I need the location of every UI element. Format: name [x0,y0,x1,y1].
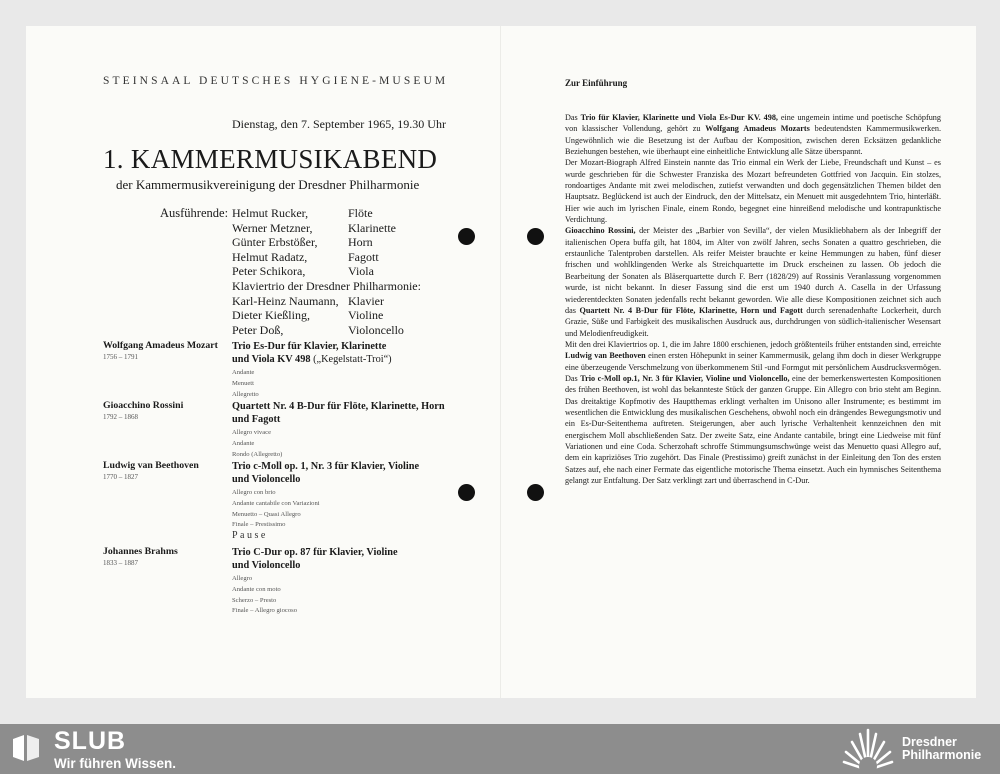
movement: Andante [232,369,255,376]
composer-years: 1792 – 1868 [103,413,138,421]
intro-paragraph-rossini: Gioacchino Rossini, der Meister des „Barbier von Sevilla“, der vielen Musikliebhabern als der Inbegriff der italienischen Opera buffa gilt, hat 1804, im Alter von zwölf Jahren, sechs Sonaten a quattro geschrieben, die erstaunliche Talentproben darstellen. Als reifer Meister brauchte er keine Hemmungen zu haben, fünf dieser frischen und wohlklingenden Werke als Streichquartette im Druck erscheinen zu lassen. Ob jedoch die Bearbeitung der Sonaten als Bläserquartette durch F. Berr (1828/29) auf Rossinis Veranlassung vorgenommen wurde, ist nicht bekannt. In dieser Fassung sind die erst um 1940 durch A. Casella in der Urfassung wiederentdeckten Sonaten jedenfalls recht bekannt geworden. Wie alle diese Kompositionen zeichnet sich auch das Quartett Nr. 4 B-Dur für Flöte, Klarinette, Horn und Fagott durch serenadenhafte Lockerheit, durch Grazie, Süße und Farbigkeit des musikalischen Ausdruck aus, durchdrungen von südlich-italienischer Wesensart und Melodienfreudigkeit. [565,226,941,338]
punch-hole [527,228,544,245]
performer-row [232,264,374,279]
concert-subtitle: der Kammermusikvereinigung der Dresdner Philharmonie [116,177,420,192]
movement: Andante [232,439,255,447]
movement: Allegro [232,575,253,582]
work-title-line1: Trio c-Moll op. 1, Nr. 3 für Klavier, Violine [232,461,420,472]
intro-paragraph-einstein: Der Mozart-Biograph Alfred Einstein nannte das Trio einmal ein Werk der Liebe, Freundschaft und Kunst – es wurde geschrieben für die Schwester Franziska des Mozart befreundeten Gottfried von Jacquin. Ein stolzes, rondoartiges Andante mit zwei melodischen, zutiefst verwandten und doch gegensätzlichen Themen bildet den Hauptsatz. Beglückend ist auch der Eindruck, den der Mittelsatz, ein Menuett mit ausgedehntem Trio, hinterläßt. Hier wie auch im lyrischen Finale, einem Rondo, begegnet eine hinreißend melodische und kontrapunktische Verdichtung. [565,158,941,225]
venue-line: STEINSAAL DEUTSCHES HYGIENE-MUSEUM [103,75,449,87]
emphasized-title: Gioacchino Rossini, [565,226,636,236]
intro-paragraph-mozart: Das Trio für Klavier, Klarinette und Viola Es-Dur KV. 498, eine ungemein intime und poetische Schöpfung von klassischer Vollendung, gehört zu Wolfgang Amadeus Mozarts bedeutendsten Kammermusikwerken. Ungewöhnlich wie die Besetzung ist der Aufbau der Komposition, zwischen deren Ecksätzen gedankliche Beziehungen bestehen, wie überhaupt eine einheitliche Entwicklung alle Sätze überspannt. [565,113,942,157]
composer-name: Johannes Brahms [103,546,178,557]
performer-row [232,322,404,338]
performer-instrument: Violoncello [348,322,404,337]
work-title [232,340,462,366]
philharmonie-name[interactable] [902,736,981,762]
performer-row [232,235,373,250]
performer-row [232,220,396,236]
performer-instrument: Klarinette [348,220,396,235]
philharmonie-name-line2: Philharmonie [902,748,982,762]
movement: Finale – Allegro giocoso [232,607,298,615]
movement: Allegro con brio [232,489,276,496]
page-fold [500,26,501,698]
performer-instrument: Flöte [348,206,373,220]
performer-row [232,249,379,265]
performer-name: Günter Erbstößer, [232,235,318,250]
performer-instrument: Viola [348,264,374,279]
emphasized-title: Wolfgang Amadeus Mozarts [705,124,810,134]
movement: Allegretto [232,390,259,398]
movement-list [232,574,297,617]
footer-bar [0,724,1000,774]
work-title-line2: und Fagott [232,414,281,425]
movement-list [232,488,320,531]
emphasized-title: Ludwig van Beethoven [565,351,646,361]
concert-date: Dienstag, den 7. September 1965, 19.30 Uhr [232,117,446,131]
philharmonie-name-line1: Dresdner [902,735,957,749]
emphasized-title: Trio c-Moll op.1, Nr. 3 für Klavier, Violine und Violoncello, [580,373,790,383]
performer-name: Helmut Radatz, [232,249,308,264]
composer-years: 1833 – 1887 [103,559,138,567]
work-title [232,460,462,486]
performer-instrument: Violine [348,308,384,323]
movement: Menuetto – Quasi Allegro [232,510,301,518]
pause-label: Pause [232,530,268,541]
movement-list [232,428,282,460]
emphasized-title: Trio für Klavier, Klarinette und Viola Es-Dur KV. 498, [580,113,778,122]
movement: Andante cantabile con Variazioni [232,499,320,507]
composer-years: 1770 – 1827 [103,473,138,481]
movement: Scherzo – Presto [232,596,277,604]
performer-name: Klaviertrio der Dresdner Philharmonie: [232,279,421,293]
emphasized-title: Quartett Nr. 4 B-Dur für Flöte, Klarinette, Horn und Fagott [579,305,803,315]
performer-row [232,293,384,309]
punch-hole [458,484,475,501]
work-title-line1: Quartett Nr. 4 B-Dur für Flöte, Klarinette, Horn [232,401,445,412]
composer-name: Ludwig van Beethoven [103,460,199,471]
performer-instrument: Fagott [348,249,379,264]
performer-instrument: Klavier [348,293,384,308]
performer-name: Peter Doß, [232,322,284,337]
performer-name: Werner Metzner, [232,220,313,235]
performer-name: Helmut Rucker, [232,206,309,220]
composer-name: Wolfgang Amadeus Mozart [103,340,218,351]
work-title [232,546,462,572]
concert-title: 1. KAMMERMUSIKABEND [103,144,438,174]
movement: Rondo (Allegretto) [232,450,283,458]
performer-row [232,206,373,221]
work-title [232,400,462,426]
punch-hole [527,484,544,501]
performer-name: Peter Schikora, [232,264,306,279]
work-title-line1: Trio Es-Dur für Klavier, Klarinette [232,341,387,352]
composer-years: 1756 – 1791 [103,353,138,361]
composer-name: Gioacchino Rossini [103,400,184,411]
movement: Menuett [232,379,254,387]
slub-book-icon [10,732,42,764]
intro-paragraph-beethoven: Mit den drei Klaviertrios op. 1, die im Jahre 1800 erschienen, jedoch größtenteils früher entstanden sind, erreichte Ludwig van Beethoven einen ersten Höhepunkt in seiner Kammermusik, gelang ihm doch in dieser Werkgruppe eine überzeugende Verschmelzung von überkommenem Stil -und Formgut mit persönlichem Ausdrucksvermögen. Das Trio c-Moll op.1, Nr. 3 für Klavier, Violine und Violoncello, eine der bemerkenswertesten Kompositionen des frühen Beethoven, ist wohl das bekannteste Stück der ganzen Gruppe. Ein Allegro con brio steht am Beginn. Das dreitaktige Kopfmotiv des Hauptthemas erklingt verhalten im Unisono aller Instrumente; es bestimmt im wesentlichen die Entwicklung des musikalischen Geschehens, obwohl noch ein drängendes Bewegungsmotiv und ein Es-Dur-Seitenthema auftreten. Steigerungen, aber auch lyrische Verhaltenheit kennzeichnen den mit energischem Moll abschließenden Satz. Der zweite Satz, eine Andante cantabile, bringt eine Liedweise mit fünf Variationen und eine Coda. Scherzohaft schroffe Stimmungsumschwünge weist das Menuetto quasi Allegro auf, dem ein kapriziöses Trio zugehört. Das Finale (Prestissimo) greift zunächst in der Einleitung den Ton des ersten Satzes auf, ehe nach einer Fermate das eigentliche motorische Thema einsetzt. Auch ein hymnisches Seitenthema gelangt zur Entfaltung. Der Satz verklingt zart und überraschend in C-Dur. [565,339,942,485]
work-title-line2: und Violoncello [232,560,301,571]
work-title-line2: und Viola KV 498 [232,354,311,365]
performer-instrument: Horn [348,235,373,250]
work-title-line1: Trio C-Dur op. 87 für Klavier, Violine [232,547,398,558]
philharmonie-sunburst-icon [840,726,896,772]
slub-tagline: Wir führen Wissen. [54,756,177,771]
performer-row [232,279,421,294]
performer-name: Karl-Heinz Naumann, [232,293,339,308]
performer-name: Dieter Kießling, [232,308,310,323]
punch-hole [458,228,475,245]
slub-name[interactable]: SLUB [54,727,127,755]
movement: Allegro vivace [232,429,271,436]
performers-label: Ausführende: [160,206,229,220]
work-nickname: („Kegelstatt-Troi“) [310,354,392,365]
introduction-text [565,112,941,486]
movement: Andante con moto [232,585,281,593]
movement-list [232,368,259,400]
performer-row [232,308,384,323]
movement: Finale – Prestissimo [232,521,286,529]
introduction-heading: Zur Einführung [565,78,628,88]
work-title-line2: und Violoncello [232,474,301,485]
